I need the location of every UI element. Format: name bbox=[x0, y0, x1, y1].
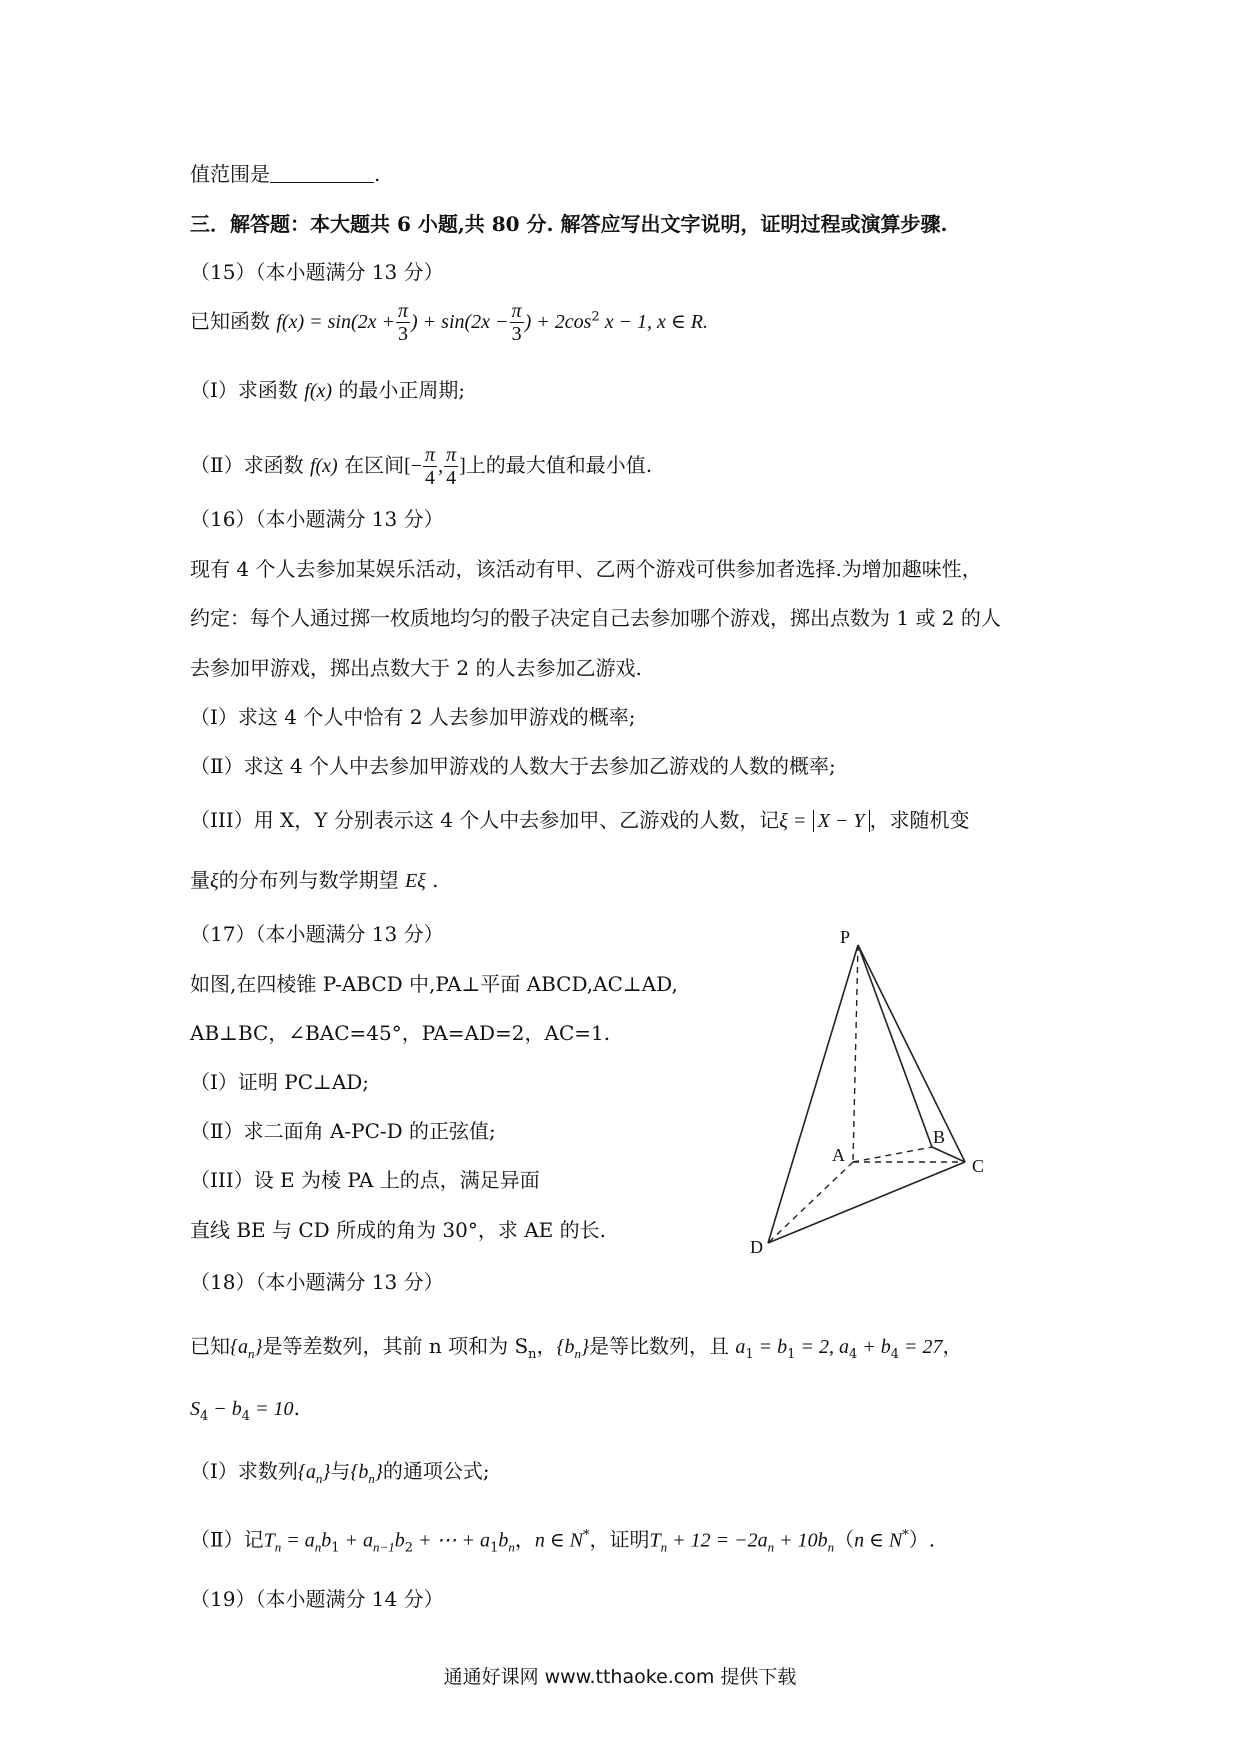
pyramid-figure bbox=[750, 925, 990, 1255]
formula: f(x) = sin(2x + bbox=[276, 311, 395, 333]
problem-16-paragraph-1: 现有 4 个人去参加某娱乐活动，该活动有甲、乙两个游戏可供参加者选择.为增加趣味性， bbox=[190, 557, 982, 581]
subscript: n bbox=[767, 1539, 775, 1555]
text: ，求随机变 bbox=[869, 808, 970, 832]
text: （Ⅰ）求函数 bbox=[190, 378, 298, 402]
problem-15-statement bbox=[190, 300, 708, 345]
formula: = 27 bbox=[899, 1336, 943, 1358]
problem-15-part-2 bbox=[190, 444, 652, 489]
formula: = 10 bbox=[250, 1398, 294, 1420]
formula: {b bbox=[350, 1461, 369, 1483]
formula: = a bbox=[281, 1529, 315, 1552]
problem-17-part-3: （III）设 E 为棱 PA 上的点，满足异面 bbox=[190, 1168, 540, 1192]
subscript: n bbox=[827, 1539, 835, 1555]
edge-BC bbox=[932, 1147, 965, 1162]
subscript: n bbox=[574, 1346, 582, 1361]
formula: ] bbox=[459, 455, 466, 477]
problem-15-part-1 bbox=[190, 376, 465, 405]
subscript: n bbox=[248, 1346, 255, 1361]
problem-16-part-1: （Ⅰ）求这 4 个人中恰有 2 人去参加甲游戏的概率; bbox=[190, 705, 636, 729]
formula: f(x) bbox=[309, 455, 338, 477]
formula: } bbox=[322, 1461, 331, 1483]
formula: a bbox=[735, 1336, 746, 1358]
superscript: * bbox=[583, 1528, 590, 1543]
problem-17-title: （17）（本小题满分 13 分） bbox=[190, 922, 444, 946]
fraction-pi-over-3 bbox=[396, 300, 410, 345]
formula: b bbox=[498, 1529, 509, 1552]
formula: b bbox=[321, 1529, 332, 1552]
problem-16-title: （16）（本小题满分 13 分） bbox=[190, 507, 444, 531]
problem-16-paragraph-2: 约定：每个人通过掷一枚质地均匀的骰子决定自己去参加哪个游戏，掷出点数为 1 或 2 的人 bbox=[190, 606, 1001, 630]
subscript: n bbox=[528, 1347, 537, 1362]
subscript: 4 bbox=[848, 1347, 858, 1362]
formula: ξ = bbox=[779, 810, 807, 832]
problem-18-statement bbox=[190, 1332, 963, 1369]
formula: + ⋯ + a bbox=[413, 1529, 491, 1552]
formula: = b bbox=[753, 1336, 788, 1358]
vertex-label-C: C bbox=[972, 1156, 985, 1176]
text: ， bbox=[942, 1334, 963, 1358]
formula: {b bbox=[556, 1336, 575, 1358]
formula: T bbox=[263, 1529, 275, 1552]
section-heading: 三．解答题：本大题共 6 小题,共 80 分. 解答应写出文字说明，证明过程或演算步骤. bbox=[190, 212, 948, 236]
problem-18-part-1 bbox=[190, 1457, 490, 1493]
subscript: 4 bbox=[890, 1347, 900, 1362]
text: ）. bbox=[908, 1527, 936, 1552]
problem-15-title: （15）（本小题满分 13 分） bbox=[190, 260, 444, 284]
numerator: π bbox=[397, 300, 409, 322]
subscript: n bbox=[368, 1471, 375, 1486]
subscript: n bbox=[314, 1539, 322, 1555]
fraction-pi-over-4 bbox=[444, 444, 458, 489]
problem-16-part-2: （Ⅱ）求这 4 个人中去参加甲游戏的人数大于去参加乙游戏的人数的概率; bbox=[190, 754, 836, 778]
text: 是等比数列，且 bbox=[589, 1334, 730, 1358]
subscript: 1 bbox=[787, 1347, 796, 1362]
text: （Ⅱ）记 bbox=[190, 1527, 264, 1552]
problem-18-title: （18）（本小题满分 13 分） bbox=[190, 1270, 444, 1294]
formula: ) + sin(2x − bbox=[411, 311, 509, 333]
subscript: 1 bbox=[490, 1540, 499, 1556]
subscript: n−1 bbox=[373, 1539, 395, 1555]
problem-18-condition bbox=[190, 1394, 300, 1431]
formula: {a bbox=[230, 1336, 248, 1358]
vertex-label-A: A bbox=[832, 1145, 845, 1165]
text: ， bbox=[514, 1527, 535, 1552]
text: （Ⅰ）求数列 bbox=[190, 1459, 298, 1483]
subscript: n bbox=[315, 1471, 323, 1486]
edge-PD bbox=[768, 945, 858, 1243]
text: 是等差数列，其前 n 项和为 S bbox=[262, 1334, 529, 1358]
formula: x − 1, x ∈ R. bbox=[599, 311, 708, 333]
formula: n ∈ N bbox=[854, 1529, 903, 1552]
formula: f(x) bbox=[304, 380, 333, 402]
formula: − b bbox=[208, 1398, 242, 1420]
numerator: π bbox=[511, 300, 522, 322]
formula-absolute-value: X − Y bbox=[813, 810, 870, 832]
problem-17-part-2: （Ⅱ）求二面角 A-PC-D 的正弦值; bbox=[190, 1119, 496, 1143]
continuation-line bbox=[190, 160, 380, 188]
text: 的通项公式; bbox=[382, 1459, 490, 1483]
text: 的分布列与数学期望 bbox=[218, 868, 399, 892]
formula: = 2, a bbox=[795, 1336, 849, 1358]
formula: [− bbox=[404, 455, 423, 477]
text: 上的最大值和最小值. bbox=[465, 453, 653, 477]
vertex-label-P: P bbox=[840, 927, 851, 947]
answer-blank bbox=[270, 162, 374, 183]
text: 的最小正周期; bbox=[338, 378, 466, 402]
denominator: 3 bbox=[398, 323, 408, 345]
text: 与 bbox=[330, 1459, 351, 1483]
problem-16-paragraph-3: 去参加甲游戏，掷出点数大于 2 的人去参加乙游戏. bbox=[190, 656, 642, 680]
problem-17-paragraph-2: AB⊥BC，∠BAC=45°，PA=AD=2，AC=1. bbox=[190, 1021, 611, 1045]
problem-16-part-3-cont bbox=[190, 866, 438, 895]
formula: ξ bbox=[210, 870, 219, 892]
vertex-label-B: B bbox=[933, 1127, 946, 1147]
text: . bbox=[293, 1396, 300, 1420]
text: 量 bbox=[190, 868, 210, 892]
text: 在区间 bbox=[344, 453, 405, 477]
text: （III）用 X，Y 分别表示这 4 个人中去参加甲、乙游戏的人数，记 bbox=[190, 808, 780, 832]
subscript: n bbox=[508, 1539, 515, 1555]
subscript: 4 bbox=[200, 1409, 209, 1424]
text: 已知 bbox=[190, 1334, 230, 1358]
formula: T bbox=[649, 1529, 661, 1552]
formula: } bbox=[254, 1336, 263, 1358]
problem-19-title: （19）（本小题满分 14 分） bbox=[190, 1587, 444, 1611]
formula: Eξ bbox=[404, 870, 426, 892]
formula: ) + 2cos bbox=[524, 311, 592, 333]
formula: } bbox=[374, 1461, 383, 1483]
text: . bbox=[374, 162, 381, 186]
formula: + 12 = −2a bbox=[667, 1529, 768, 1552]
edge-DC bbox=[768, 1162, 965, 1243]
problem-18-part-2 bbox=[190, 1522, 935, 1563]
formula: + b bbox=[857, 1336, 891, 1358]
formula: , bbox=[438, 455, 444, 477]
problem-17-part-1: （Ⅰ）证明 PC⊥AD; bbox=[190, 1070, 370, 1094]
formula: + a bbox=[339, 1529, 373, 1552]
text: 已知函数 bbox=[190, 309, 270, 333]
superscript: * bbox=[902, 1528, 909, 1543]
formula: n ∈ N bbox=[534, 1529, 583, 1552]
subscript: 2 bbox=[404, 1540, 414, 1556]
text: 值范围是 bbox=[190, 162, 270, 186]
vertex-label-D: D bbox=[750, 1237, 763, 1255]
numerator: π bbox=[425, 444, 436, 466]
text: （Ⅱ）求函数 bbox=[190, 453, 304, 477]
problem-17-part-3-cont: 直线 BE 与 CD 所成的角为 30°，求 AE 的长. bbox=[190, 1218, 606, 1242]
text: . bbox=[432, 868, 439, 892]
footer: 通通好课网 www.tthaoke.com 提供下载 bbox=[443, 1666, 797, 1688]
subscript: 1 bbox=[331, 1540, 340, 1556]
subscript: 1 bbox=[745, 1347, 754, 1362]
problem-16-part-3 bbox=[190, 806, 970, 835]
text: （ bbox=[834, 1527, 855, 1552]
edge-PB bbox=[858, 945, 932, 1147]
denominator: 4 bbox=[446, 467, 457, 489]
formula: b bbox=[394, 1529, 405, 1552]
formula: S bbox=[190, 1398, 200, 1420]
text: ，证明 bbox=[589, 1527, 650, 1552]
problem-17-paragraph-1: 如图,在四棱锥 P-ABCD 中,PA⊥平面 ABCD,AC⊥AD, bbox=[190, 972, 678, 996]
subscript: n bbox=[660, 1539, 668, 1555]
fraction-pi-over-4 bbox=[423, 444, 437, 489]
text: ， bbox=[536, 1334, 557, 1358]
exponent: 2 bbox=[591, 309, 600, 325]
numerator: π bbox=[446, 444, 457, 466]
denominator: 4 bbox=[425, 467, 436, 489]
denominator: 3 bbox=[511, 323, 522, 345]
edge-PA bbox=[853, 945, 858, 1162]
edge-PC bbox=[858, 945, 965, 1162]
edge-AB bbox=[853, 1147, 932, 1162]
subscript: 4 bbox=[241, 1409, 251, 1424]
subscript: n bbox=[274, 1539, 282, 1555]
fraction-pi-over-3 bbox=[510, 300, 524, 345]
formula: } bbox=[581, 1336, 590, 1358]
formula: + 10b bbox=[774, 1529, 828, 1552]
formula: {a bbox=[297, 1461, 316, 1483]
